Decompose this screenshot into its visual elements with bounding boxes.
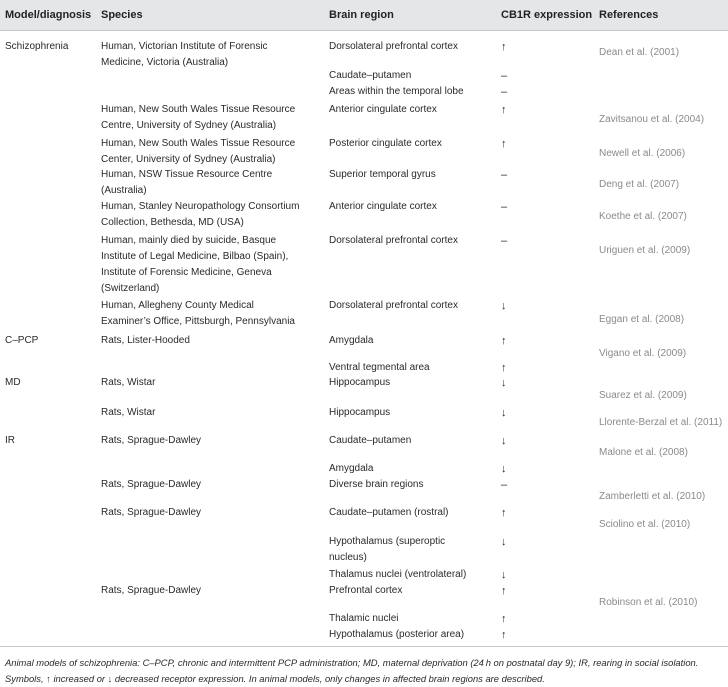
species-cell: Centre, University of Sydney (Australia) [101, 120, 277, 131]
brain-region-cell: Ventral tegmental area [329, 362, 430, 373]
expression-symbol: ↑ [501, 629, 507, 641]
reference-cell: Deng et al. (2007) [599, 179, 680, 190]
brain-region-cell: Caudate–putamen [329, 70, 412, 81]
expression-symbol: ↓ [501, 300, 507, 312]
reference-cell: Zamberletti et al. (2010) [599, 491, 706, 502]
brain-region-cell: nucleus) [329, 552, 367, 563]
model-cell: IR [5, 435, 15, 446]
expression-symbol: ↓ [501, 407, 507, 419]
brain-region-cell: Thalamus nuclei (ventrolateral) [329, 569, 467, 580]
expression-symbol: – [501, 169, 508, 181]
model-cell: C–PCP [5, 335, 39, 346]
header-cb1r-expression: CB1R expression [501, 9, 593, 21]
model-cell: MD [5, 377, 21, 388]
header-divider [0, 30, 728, 31]
expression-symbol: – [501, 479, 508, 491]
header-brain-region: Brain region [329, 9, 394, 21]
expression-symbol: – [501, 86, 508, 98]
expression-symbol: – [501, 201, 508, 213]
species-cell: Rats, Wistar [101, 377, 156, 388]
brain-region-cell: Caudate–putamen [329, 435, 412, 446]
expression-symbol: – [501, 70, 508, 82]
reference-cell: Llorente-Berzal et al. (2011) [599, 417, 723, 428]
brain-region-cell: Prefrontal cortex [329, 585, 403, 596]
expression-symbol: ↓ [501, 536, 507, 548]
expression-symbol: ↑ [501, 335, 507, 347]
brain-region-cell: Areas within the temporal lobe [329, 86, 464, 97]
table-caption [5, 655, 727, 687]
expression-symbol: ↑ [501, 613, 507, 625]
species-cell: (Switzerland) [101, 283, 160, 294]
reference-cell: Robinson et al. (2010) [599, 597, 698, 608]
brain-region-cell: Anterior cingulate cortex [329, 201, 437, 212]
species-cell: Institute of Forensic Medicine, Geneva [101, 267, 272, 278]
expression-symbol: ↓ [501, 463, 507, 475]
brain-region-cell: Dorsolateral prefrontal cortex [329, 41, 458, 52]
reference-cell: Eggan et al. (2008) [599, 314, 685, 325]
species-cell: Rats, Sprague-Dawley [101, 585, 202, 596]
header-references: References [599, 9, 659, 21]
caption-line: Symbols, ↑ increased or ↓ decreased receptor expression. In animal models, only changes in affected brain regions are described. [5, 673, 545, 684]
reference-cell: Sciolino et al. (2010) [599, 519, 691, 530]
table-bottom-rule [0, 646, 728, 647]
expression-symbol: ↓ [501, 435, 507, 447]
species-cell: Human, Stanley Neuropathology Consortium [101, 201, 300, 212]
brain-region-cell: Superior temporal gyrus [329, 169, 436, 180]
species-cell: Human, Victorian Institute of Forensic [101, 41, 268, 52]
brain-region-cell: Dorsolateral prefrontal cortex [329, 300, 458, 311]
brain-region-cell: Anterior cingulate cortex [329, 104, 437, 115]
species-cell: Rats, Sprague-Dawley [101, 435, 202, 446]
expression-symbol: ↑ [501, 585, 507, 597]
expression-symbol: ↑ [501, 41, 507, 53]
reference-cell: Malone et al. (2008) [599, 447, 688, 458]
brain-region-cell: Amygdala [329, 463, 374, 474]
brain-region-cell: Amygdala [329, 335, 374, 346]
caption-line: Animal models of schizophrenia: C–PCP, chronic and intermittent PCP administration; MD, maternal deprivation (24 h on postnatal day 9); IR, rearing in social isolation. [5, 657, 699, 668]
species-cell: Institute of Legal Medicine, Bilbao (Spain), [101, 251, 289, 262]
brain-region-cell: Posterior cingulate cortex [329, 138, 442, 149]
brain-region-cell: Hypothalamus (superoptic [329, 536, 446, 547]
species-cell: Rats, Lister-Hooded [101, 335, 190, 346]
expression-symbol: ↑ [501, 507, 507, 519]
species-cell: Human, New South Wales Tissue Resource [101, 104, 296, 115]
species-cell: Rats, Sprague-Dawley [101, 507, 202, 518]
table-header [0, 0, 728, 30]
brain-region-cell: Hypothalamus (posterior area) [329, 629, 465, 640]
species-cell: Human, Allegheny County Medical [101, 300, 254, 311]
header-species: Species [101, 9, 143, 21]
reference-cell: Zavitsanou et al. (2004) [599, 114, 705, 125]
expression-symbol: ↑ [501, 138, 507, 150]
species-cell: Collection, Bethesda, MD (USA) [101, 217, 244, 228]
species-cell: Human, NSW Tissue Resource Centre [101, 169, 273, 180]
species-cell: Center, University of Sydney (Australia) [101, 154, 276, 165]
reference-cell: Suarez et al. (2009) [599, 390, 687, 401]
species-cell: Medicine, Victoria (Australia) [101, 57, 229, 68]
expression-symbol: – [501, 235, 508, 247]
model-cell: Schizophrenia [5, 41, 69, 52]
expression-symbol: ↑ [501, 104, 507, 116]
brain-region-cell: Caudate–putamen (rostral) [329, 507, 449, 518]
reference-cell: Vigano et al. (2009) [599, 348, 687, 359]
species-cell: Human, mainly died by suicide, Basque [101, 235, 277, 246]
header-model: Model/diagnosis [5, 9, 92, 21]
reference-cell: Koethe et al. (2007) [599, 211, 687, 222]
species-cell: Rats, Wistar [101, 407, 156, 418]
expression-symbol: ↓ [501, 569, 507, 581]
expression-symbol: ↓ [501, 377, 507, 389]
species-cell: Rats, Sprague-Dawley [101, 479, 202, 490]
expression-symbol: ↑ [501, 362, 507, 374]
species-cell: Examiner’s Office, Pittsburgh, Pennsylvania [101, 316, 295, 327]
brain-region-cell: Diverse brain regions [329, 479, 424, 490]
brain-region-cell: Dorsolateral prefrontal cortex [329, 235, 458, 246]
species-cell: (Australia) [101, 185, 147, 196]
reference-cell: Uriguen et al. (2009) [599, 245, 691, 256]
brain-region-cell: Hippocampus [329, 407, 391, 418]
reference-cell: Dean et al. (2001) [599, 47, 680, 58]
species-cell: Human, New South Wales Tissue Resource [101, 138, 296, 149]
brain-region-cell: Thalamic nuclei [329, 613, 399, 624]
reference-cell: Newell et al. (2006) [599, 148, 686, 159]
brain-region-cell: Hippocampus [329, 377, 391, 388]
